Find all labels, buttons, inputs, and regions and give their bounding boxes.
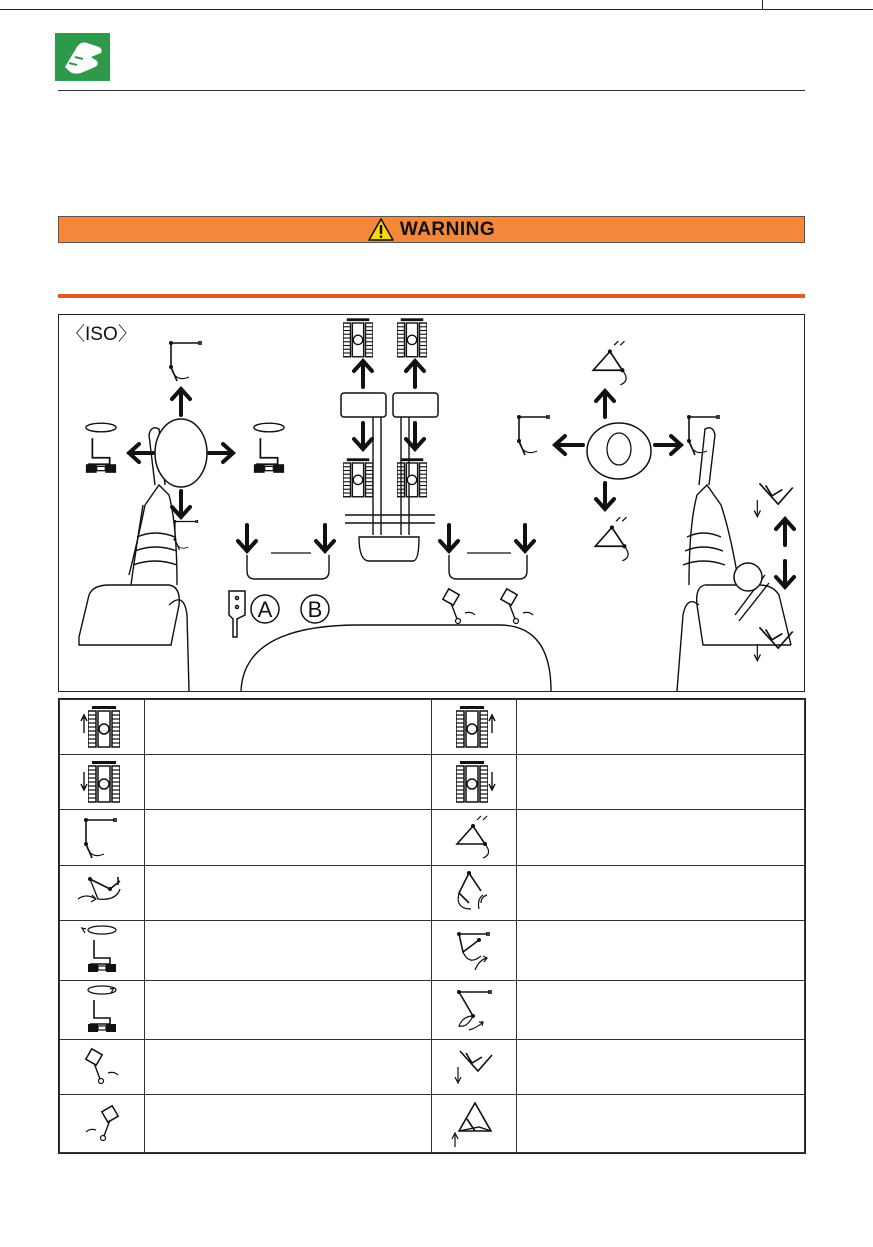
boom-down-icon <box>432 810 517 865</box>
legend-row <box>60 865 805 920</box>
hand-operation-icon <box>55 33 110 81</box>
arm-out-icon <box>60 810 145 865</box>
legend-text <box>144 1040 432 1095</box>
legend-text <box>144 810 432 865</box>
legend-text <box>144 980 432 1040</box>
top-border-line <box>0 0 873 10</box>
left-track-forward-icon <box>60 700 145 755</box>
pedal-label-b: B <box>307 597 323 622</box>
warning-bar <box>58 216 805 243</box>
header-divider <box>58 90 805 91</box>
legend-text <box>517 1095 805 1153</box>
pedal-label-a: A <box>257 597 273 622</box>
boom-swing-left-icon <box>60 1040 145 1095</box>
legend-text <box>517 755 805 810</box>
right-track-reverse-icon <box>432 755 517 810</box>
legend-row <box>60 920 805 980</box>
bucket-dump-icon <box>432 980 517 1040</box>
left-track-reverse-icon <box>60 755 145 810</box>
bucket-crowd-icon <box>432 920 517 980</box>
legend-text <box>517 980 805 1040</box>
blade-down-icon <box>432 1040 517 1095</box>
swing-right-icon <box>60 980 145 1040</box>
legend-row <box>60 980 805 1040</box>
legend-text <box>144 920 432 980</box>
legend-row <box>60 1095 805 1153</box>
legend-text <box>144 700 432 755</box>
legend-text <box>517 700 805 755</box>
legend-row <box>60 1040 805 1095</box>
legend-text <box>144 1095 432 1153</box>
boom-up-icon <box>432 865 517 920</box>
legend-text <box>517 810 805 865</box>
boom-swing-right-icon <box>60 1095 145 1153</box>
legend-text <box>144 865 432 920</box>
warning-label: WARNING <box>399 218 496 240</box>
warning-triangle-icon <box>368 218 394 241</box>
legend-text <box>144 755 432 810</box>
legend-row <box>60 810 805 865</box>
section-divider <box>58 294 805 298</box>
legend-text <box>517 865 805 920</box>
right-track-forward-icon <box>432 700 517 755</box>
tab-border <box>762 0 873 10</box>
legend-row <box>60 755 805 810</box>
swing-left-icon <box>60 920 145 980</box>
legend-row <box>60 700 805 755</box>
arm-in-icon <box>60 865 145 920</box>
control-layout-illustration <box>59 315 804 691</box>
control-legend-table <box>58 698 806 1154</box>
control-diagram <box>58 314 805 692</box>
blade-up-icon <box>432 1095 517 1153</box>
legend-text <box>517 920 805 980</box>
legend-text <box>517 1040 805 1095</box>
iso-standard-label: 〈ISO〉 <box>66 324 137 345</box>
